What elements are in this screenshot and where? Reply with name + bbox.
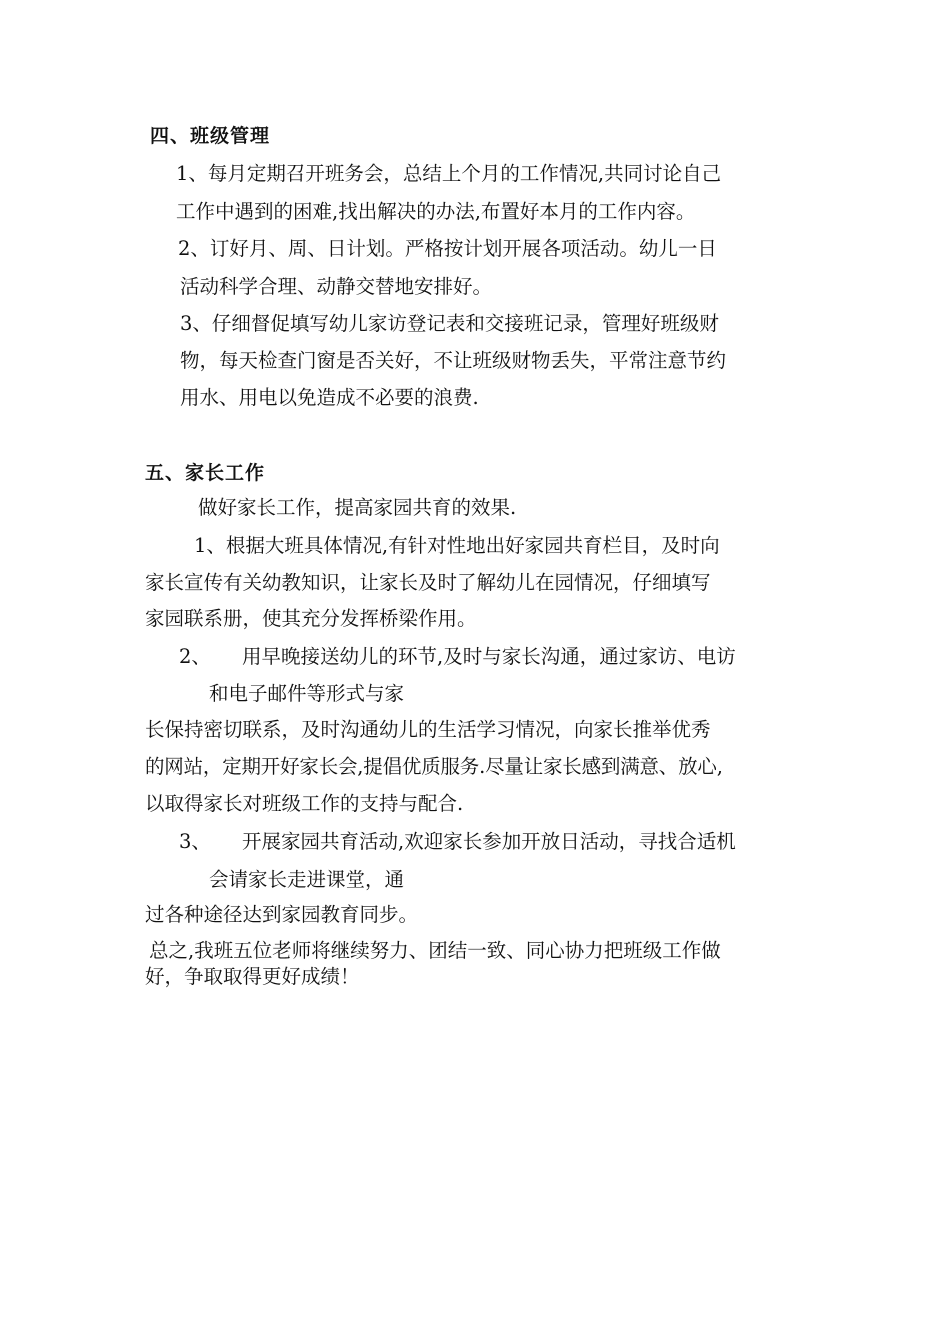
class-management-item3-line2: 物，每天检查门窗是否关好，不让班级财物丢失，平常注意节约 <box>180 349 727 372</box>
parent-work-item1-line2: 家长宣传有关幼教知识，让家长及时了解幼儿在园情况，仔细填写 <box>145 571 711 594</box>
parent-work-item3-line3: 过各种途径达到家园教育同步。 <box>145 903 419 926</box>
parent-work-item3-number: 3、 <box>179 830 211 853</box>
section-heading-parent-work: 五、家长工作 <box>145 462 266 484</box>
class-management-item2-line1: 2、订好月、周、日计划。严格按计划开展各项活动。幼儿一日 <box>178 237 717 260</box>
parent-work-item2-line5: 以取得家长对班级工作的支持与配合. <box>145 792 464 815</box>
parent-work-item3-line2: 会请家长走进课堂，通 <box>209 868 405 891</box>
class-management-item3-line3: 用水、用电以免造成不必要的浪费. <box>180 386 479 409</box>
parent-work-item2-line1: 用早晚接送幼儿的环节,及时与家长沟通，通过家访、电访 <box>242 645 736 668</box>
conclusion-line2: 好，争取取得更好成绩！ <box>145 965 360 988</box>
class-management-item1-line1: 1、每月定期召开班务会，总结上个月的工作情况,共同讨论自己 <box>176 162 722 185</box>
parent-work-item2-line3: 长保持密切联系，及时沟通幼儿的生活学习情况，向家长推举优秀 <box>145 718 711 741</box>
parent-work-item2-line2: 和电子邮件等形式与家 <box>209 682 405 705</box>
parent-work-item3-line1: 开展家园共育活动,欢迎家长参加开放日活动，寻找合适机 <box>242 830 736 853</box>
parent-work-intro: 做好家长工作，提高家园共育的效果. <box>198 496 517 519</box>
class-management-item3-line1: 3、仔细督促填写幼儿家访登记表和交接班记录，管理好班级财 <box>180 312 719 335</box>
section-heading-class-management: 四、班级管理 <box>150 125 271 147</box>
class-management-item2-line2: 活动科学合理、动静交替地安排好。 <box>180 275 493 298</box>
parent-work-item1-line3: 家园联系册，使其充分发挥桥梁作用。 <box>145 607 477 630</box>
parent-work-item1-line1: 1、根据大班具体情况,有针对性地出好家园共育栏目，及时向 <box>194 534 720 557</box>
class-management-item1-line2: 工作中遇到的困难,找出解决的办法,布置好本月的工作内容。 <box>176 200 696 223</box>
parent-work-item2-line4: 的网站，定期开好家长会,提倡优质服务.尽量让家长感到满意、放心, <box>145 755 723 778</box>
conclusion-line1: 总之,我班五位老师将继续努力、团结一致、同心协力把班级工作做 <box>149 939 721 962</box>
parent-work-item2-number: 2、 <box>179 645 211 668</box>
